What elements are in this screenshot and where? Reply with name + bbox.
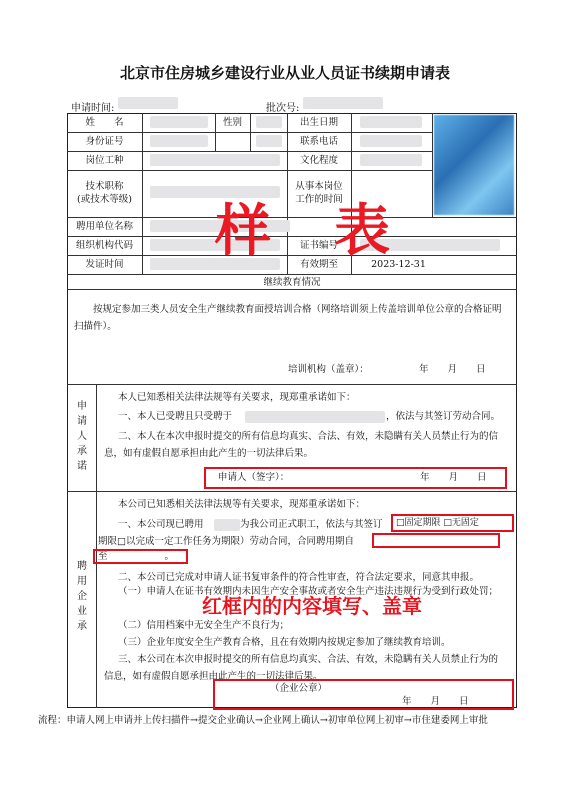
contract-start-date-field[interactable] <box>372 533 500 548</box>
education-section-title: 继续教育情况 <box>263 277 321 288</box>
apply-time-value-redacted <box>118 97 178 109</box>
company-item2-intro: 二、本公司已完成对申请人证书复审条件的符合性审查，符合法定要求，同意其申报。 <box>118 572 480 583</box>
training-org-date: 年 月 日 <box>419 364 486 375</box>
row-divider <box>67 491 517 492</box>
company-seal-label: （企业公章） <box>270 683 328 694</box>
row-divider <box>67 236 517 237</box>
work-time-sublabel: 工作的时间 <box>295 194 343 205</box>
apply-time-label: 申请时间: <box>71 103 115 114</box>
side-char: 用 <box>77 576 87 587</box>
tech-title-sublabel: (或技术等级) <box>77 194 132 205</box>
applicant-item1-a: 一、本人已受聘且只受聘于 <box>118 411 233 422</box>
row-divider <box>67 289 517 290</box>
tech-title-label: 技术职称 <box>85 181 124 192</box>
side-char: 诺 <box>77 461 87 472</box>
issue-time-label: 发证时间 <box>85 259 124 270</box>
row-divider <box>67 217 517 218</box>
job-type-label: 岗位工种 <box>85 155 124 166</box>
company-intro: 本公司已知悉相关法律法规等有关要求，现郑重承诺如下： <box>118 499 366 510</box>
id-number-value-redacted <box>150 135 208 147</box>
company-seal-date: 年 月 日 <box>402 696 469 707</box>
applicant-employer-redacted <box>245 411 385 423</box>
company-item3: 三、本公司在本次申报时提交的所有信息均真实、合法、有效，未隐瞒有关人员禁止行为的信息，如有虚假自愿承担由此产生的一切法律后果。 <box>104 654 499 682</box>
education-statement: 按规定参加三类人员安全生产继续教育面授培训合格（网络培训须上传盖培训单位公章的合格证明扫描件）。 <box>74 304 502 332</box>
applicant-item2: 二、本人在本次申报时提交的所有信息均真实、合法、有效，未隐瞒有关人员禁止行为的信息，如有虚假自愿承担由此产生的一切法律后果。 <box>104 431 499 459</box>
batch-number-value-redacted <box>303 97 383 109</box>
applicant-signature-label: 申请人（签字）： <box>218 472 290 483</box>
contract-type-options[interactable]: □固定期限 □无固定 <box>396 518 479 528</box>
name-label: 姓 名 <box>85 117 124 128</box>
company-employee-redacted <box>214 519 240 531</box>
row-divider <box>67 151 432 152</box>
gender-label: 性别 <box>222 117 242 128</box>
side-char: 业 <box>77 606 87 617</box>
applicant-item1-b: ，依法与其签订劳动合同。 <box>386 411 501 422</box>
phone-label: 联系电话 <box>299 136 338 147</box>
id-number-value-redacted <box>256 135 282 147</box>
row-divider <box>67 384 517 385</box>
company-item2-sub3: （三）企业年度安全生产教育合格，且在有效期内按规定参加了继续教育培训。 <box>118 637 451 648</box>
side-char: 承 <box>77 446 87 457</box>
document-title: 北京市住房城乡建设行业从业人员证书续期申请表 <box>119 64 450 82</box>
col-divider <box>432 113 433 217</box>
col-divider <box>250 113 251 151</box>
valid-until-label: 有效期至 <box>299 259 338 270</box>
batch-number-label: 批次号: <box>266 103 300 114</box>
applicant-signature-date: 年 月 日 <box>420 472 487 483</box>
org-code-label: 组织机构代码 <box>75 240 133 251</box>
sample-watermark-char2: 表 <box>334 199 390 264</box>
job-type-value-redacted <box>150 154 280 166</box>
side-char: 人 <box>77 431 87 442</box>
side-char: 承 <box>77 621 87 632</box>
applicant-photo <box>434 115 514 215</box>
row-divider <box>67 274 517 275</box>
work-time-label: 从事本岗位 <box>295 181 343 192</box>
company-item1-b: 为我公司正式职工，依法与其签订 <box>240 519 383 530</box>
sample-watermark-char1: 样 <box>215 199 271 264</box>
id-number-label: 身份证号 <box>85 136 124 147</box>
valid-until-value: 2023-12-31 <box>371 259 426 270</box>
row-divider <box>67 170 432 171</box>
side-char: 聘 <box>77 561 87 572</box>
employer-label: 聘用单位名称 <box>75 221 133 232</box>
gender-value-redacted <box>256 116 282 128</box>
col-divider <box>96 384 97 708</box>
training-org-seal-label: 培训机构（盖章）： <box>288 364 369 375</box>
education-value-redacted <box>360 154 422 166</box>
phone-value-redacted <box>360 135 422 147</box>
side-char: 申 <box>77 401 87 412</box>
col-divider <box>142 113 143 274</box>
company-item1-a: 一、本公司现已聘用 <box>118 519 204 530</box>
side-char: 企 <box>77 591 87 602</box>
company-item2-sub2: （二）信用档案中无安全生产不良行为； <box>118 620 290 631</box>
name-value-redacted <box>150 116 208 128</box>
row-divider <box>67 255 517 256</box>
birth-date-label: 出生日期 <box>299 117 338 128</box>
process-flow-text: 流程：申请人网上申请并上传扫描件→提交企业确认→企业网上确认→初审单位网上初审→市住建委网上审批 <box>38 715 488 726</box>
company-item1-line3: 至 。 <box>98 551 175 562</box>
side-char: 请 <box>77 416 87 427</box>
applicant-intro: 本人已知悉相关法律法规等有关要求，现郑重承诺如下： <box>118 392 356 403</box>
company-item2-sub1: （一）申请人在证书有效期内未因生产安全事故或者安全生产违法违规行为受到行政处罚； <box>118 586 499 597</box>
birth-date-value-redacted <box>360 116 422 128</box>
fill-instruction-note: 红框内的内容填写、盖章 <box>202 594 422 618</box>
company-item1-line2: 期限□以完成一定工作任务为期限）劳动合同，合同聘用期自 <box>98 536 354 547</box>
cert-no-label: 证书编号 <box>299 240 338 251</box>
education-label: 文化程度 <box>299 155 338 166</box>
